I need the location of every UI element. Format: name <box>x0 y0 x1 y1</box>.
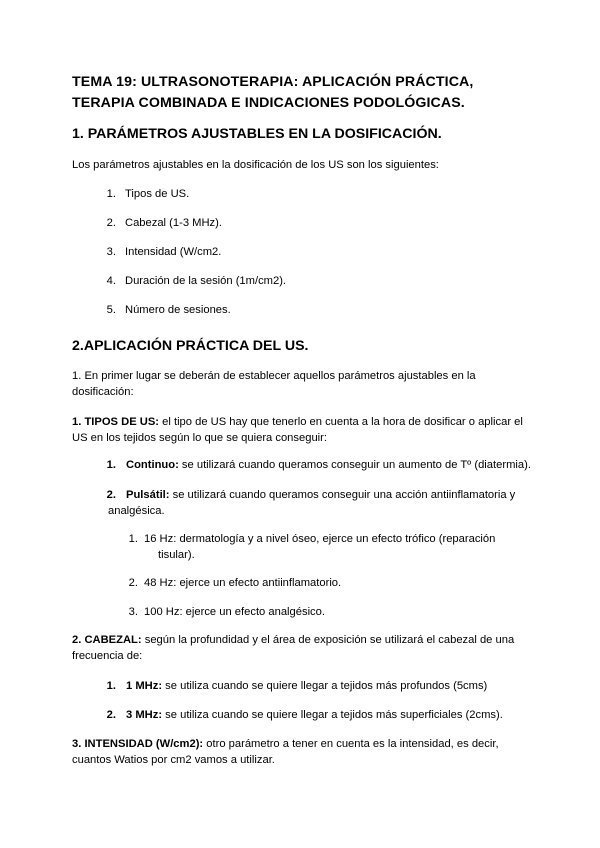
list-item: 2. Pulsátil: se utilizará cuando queramos conseguir una acción antiinflamatoria y analgésica. <box>106 489 516 517</box>
intensidad-paragraph: 3. INTENSIDAD (W/cm2): otro parámetro a tener en cuenta es la intensidad, es decir, cuantos Watios por cm2 vamos a utilizar. <box>72 738 499 766</box>
list-item: 4. Duración de la sesión (1m/cm2). <box>106 275 287 287</box>
section-2-heading: 2.APLICACIÓN PRÁCTICA DEL US. <box>72 338 309 354</box>
list-item: 1. 1 MHz: se utiliza cuando se quiere llegar a tejidos más profundos (5cms) <box>106 680 488 692</box>
list-item: 5. Número de sesiones. <box>106 304 231 316</box>
list-item: 2. Cabezal (1-3 MHz). <box>106 217 222 229</box>
list-item: 3. 100 Hz: ejerce un efecto analgésico. <box>128 606 325 618</box>
section-2-intro: 1. En primer lugar se deberán de establecer aquellos parámetros ajustables en la dosificación: <box>72 370 476 398</box>
document-title <box>72 72 542 114</box>
cabezal-paragraph: 2. CABEZAL: según la profundidad y el área de exposición se utilizará el cabezal de una frecuencia de: <box>72 634 515 662</box>
title-line-1: TEMA 19: ULTRASONOTERAPIA: APLICACIÓN PRÁCTICA, <box>72 74 474 90</box>
tipos-label: 1. TIPOS DE US: <box>72 416 160 428</box>
intensidad-label: 3. INTENSIDAD (W/cm2): <box>72 738 204 750</box>
section-1-intro: Los parámetros ajustables en la dosificación de los US son los siguientes: <box>72 159 439 171</box>
list-item: 3. Intensidad (W/cm2. <box>106 246 222 258</box>
cabezal-label: 2. CABEZAL: <box>72 634 142 646</box>
list-item: 1. Tipos de US. <box>106 188 190 200</box>
list-item: 2. 3 MHz: se utiliza cuando se quiere llegar a tejidos más superficiales (2cms). <box>106 709 503 721</box>
list-item: 1. Continuo: se utilizará cuando queramos conseguir un aumento de Tº (diatermia). <box>106 459 531 471</box>
list-item: 1. 16 Hz: dermatología y a nivel óseo, ejerce un efecto trófico (reparación tisular). <box>128 533 496 561</box>
list-item: 2. 48 Hz: ejerce un efecto antiinflamatorio. <box>128 577 342 589</box>
title-line-2: TERAPIA COMBINADA E INDICACIONES PODOLÓGICAS. <box>72 95 465 111</box>
tipos-paragraph: 1. TIPOS DE US: el tipo de US hay que tenerlo en cuenta a la hora de dosificar o aplicar el US en los tejidos según lo que se quiera conseguir: <box>72 416 523 444</box>
section-1-heading: 1. PARÁMETROS AJUSTABLES EN LA DOSIFICACIÓN. <box>72 126 442 142</box>
